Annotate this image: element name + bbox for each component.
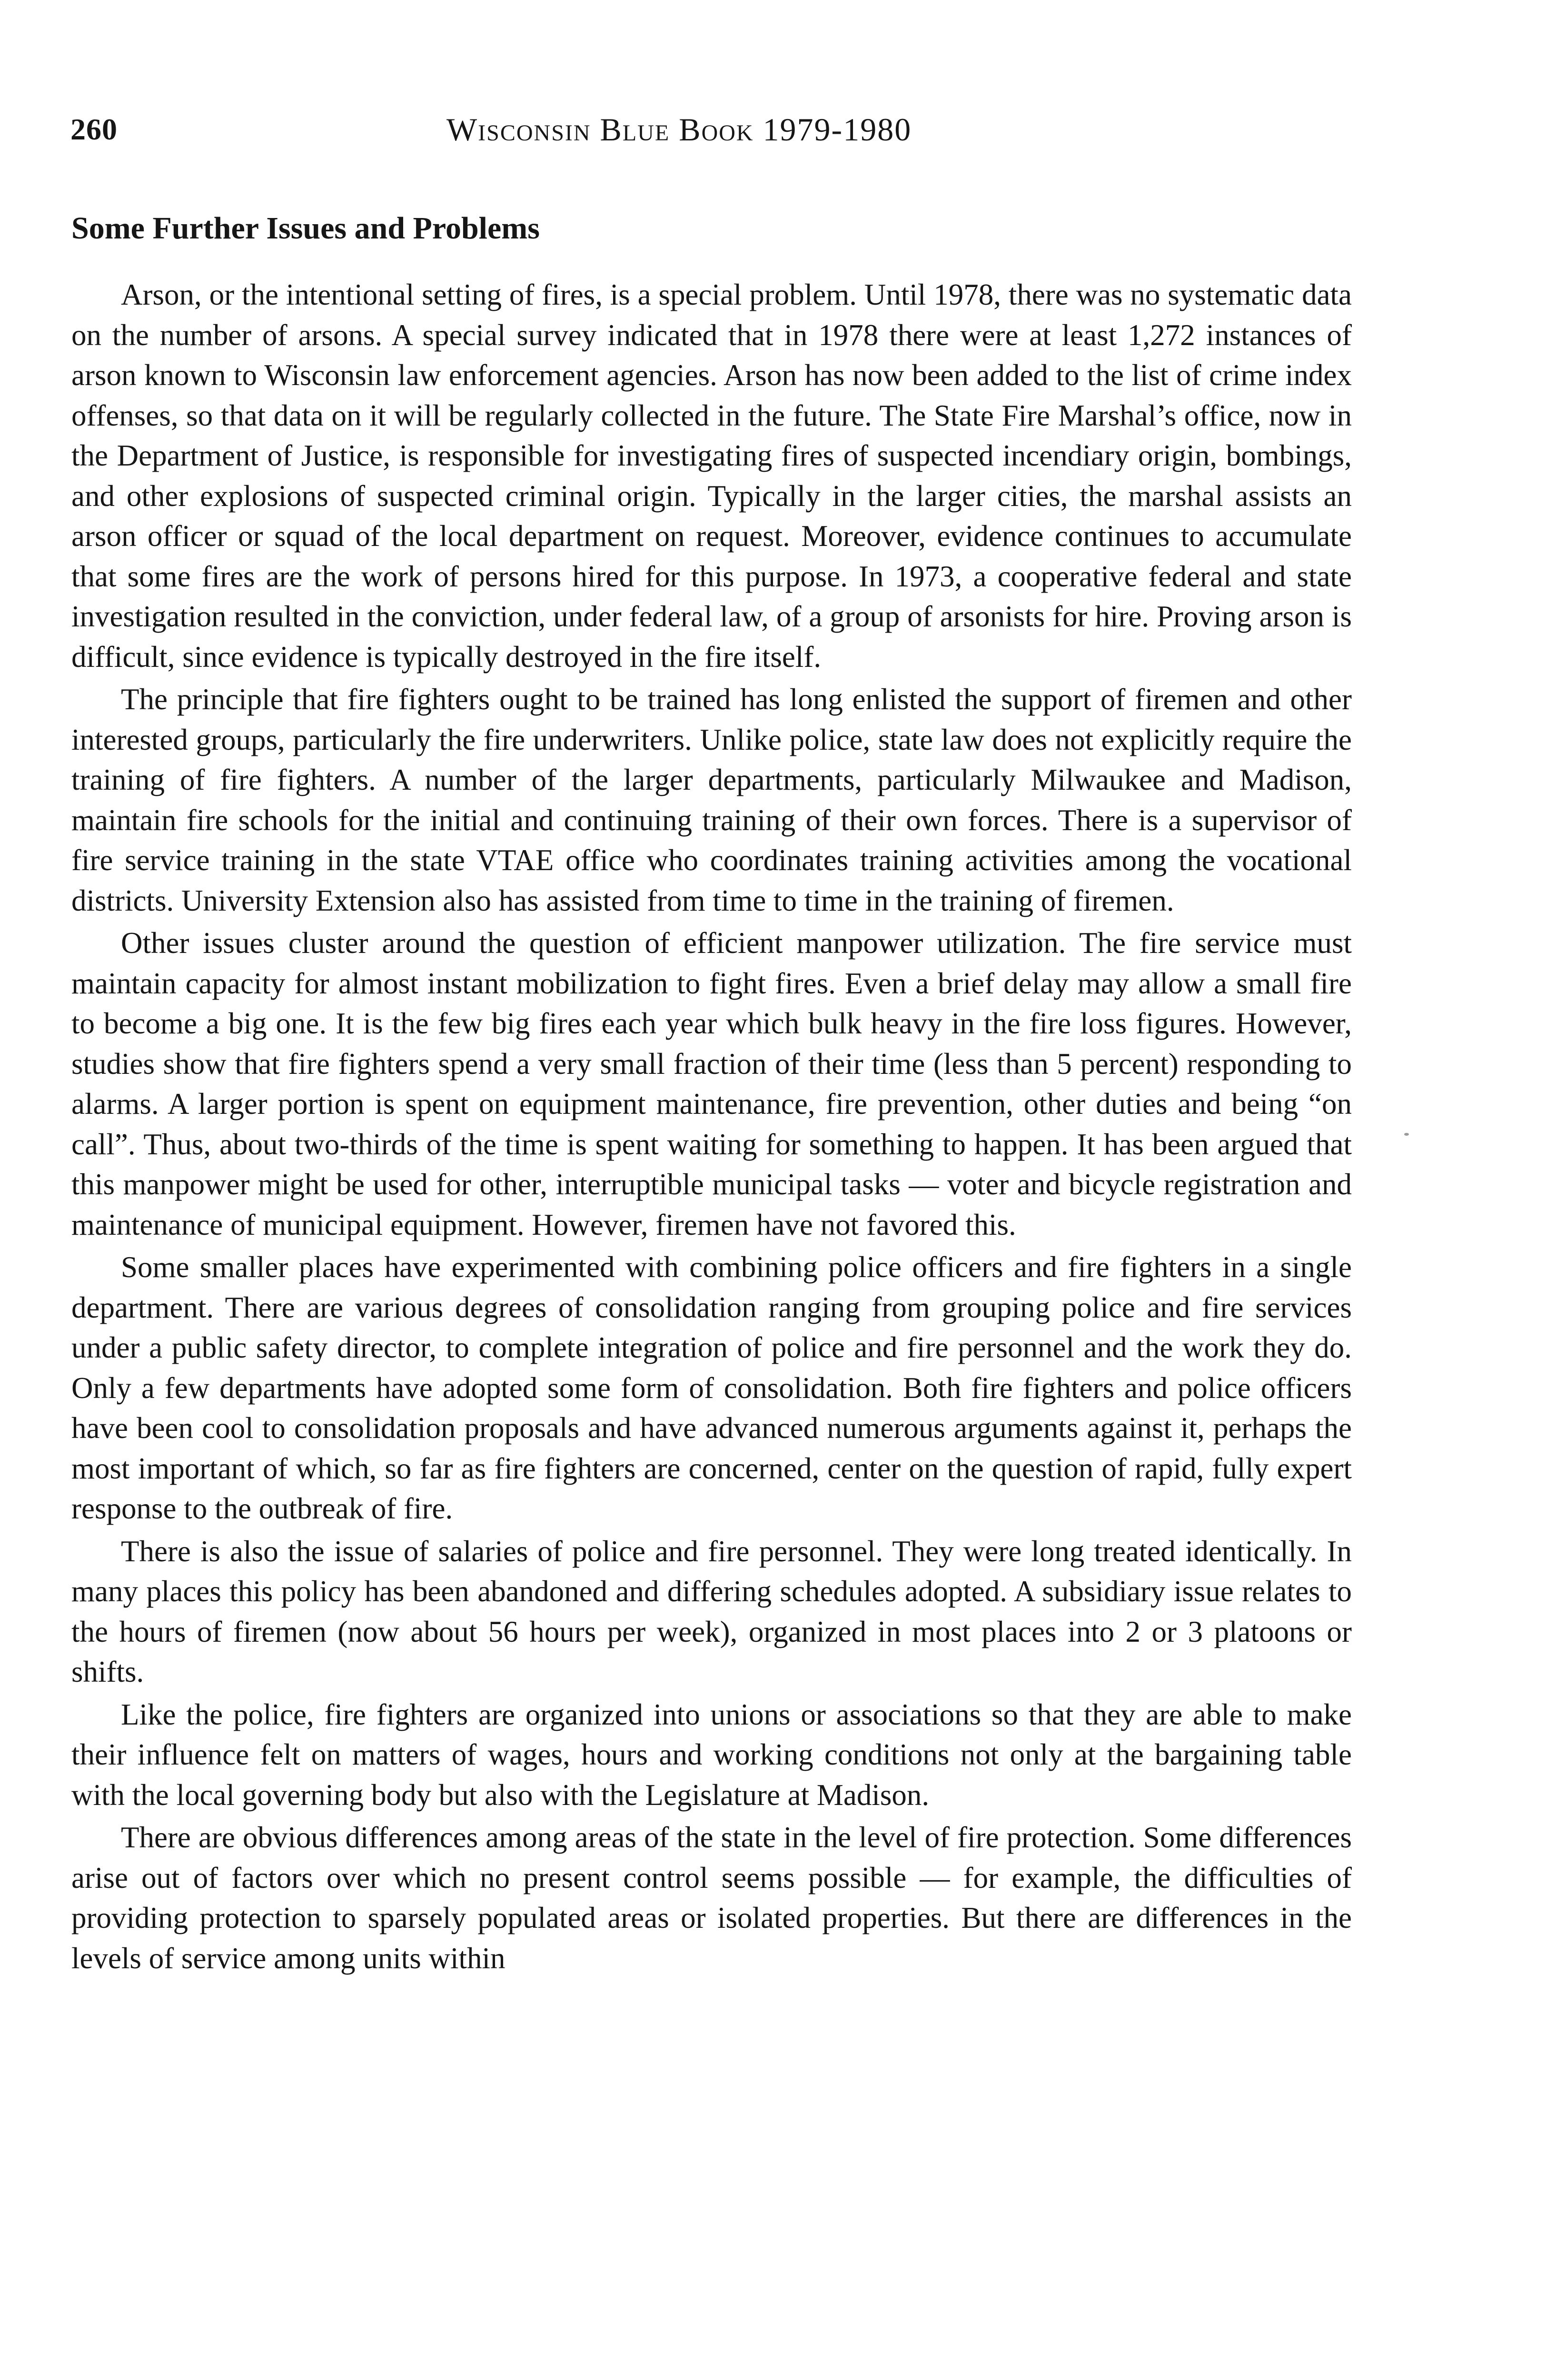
- paragraph-fire-protection-levels: There are obvious differences among areas of the state in the level of fire protection. Some differences arise out of factors over which no present control seems possible — for example, the difficulties of providing protection to sparsely populated areas or isolated properties. But there are differences in the levels of service among units within: [71, 1821, 1352, 1975]
- paragraph-arson: Arson, or the intentional setting of fires, is a special problem. Until 1978, there was no systematic data on the number of arsons. A special survey indicated that in 1978 there were at least 1,272 instances of arson known to Wisconsin law enforcement agencies. Arson has now been added to the list of crime index offenses, so that data on it will be regularly collected in the future. The State Fire Marshal’s office, now in the Department of Justice, is responsible for investigating fires of suspected incendiary origin, bombings, and other explosions of suspected criminal origin. Typically in the larger cities, the marshal assists an arson officer or squad of the local department on request. Moreover, evidence continues to accumulate that some fires are the work of persons hired for this purpose. In 1973, a cooperative federal and state investigation resulted in the conviction, under federal law, of a group of arsonists for hire. Proving arson is difficult, since evidence is typically destroyed in the fire itself.: [71, 278, 1352, 674]
- page-number: 260: [70, 112, 118, 146]
- paragraph-consolidation: Some smaller places have experimented with combining police officers and fire fighters in a single department. There are various degrees of consolidation ranging from grouping police and fire services under a public safety director, to complete integration of police and fire personnel and the work they do. Only a few departments have adopted some form of consolidation. Both fire fighters and police officers have been cool to consolidation proposals and have advanced numerous arguments against it, perhaps the most important of which, so far as fire fighters are concerned, center on the question of rapid, fully expert response to the outbreak of fire.: [71, 1250, 1352, 1525]
- paragraph-training: The principle that fire fighters ought to be trained has long enlisted the support of firemen and other interested groups, particularly the fire underwriters. Unlike police, state law does not explicitly require the training of fire fighters. A number of the larger departments, particularly Milwaukee and Madison, maintain fire schools for the initial and continuing training of their own forces. There is a supervisor of fire service training in the state VTAE office who coordinates training activities among the vocational districts. University Extension also has assisted from time to time in the training of firemen.: [71, 683, 1352, 917]
- paragraph-salaries: There is also the issue of salaries of police and fire personnel. They were long treated identically. In many places this policy has been abandoned and differing schedules adopted. A subsidiary issue relates to the hours of firemen (now about 56 hours per week), organized in most places into 2 or 3 platoons or shifts.: [71, 1534, 1352, 1688]
- running-head: [70, 110, 1356, 149]
- paragraph-manpower: Other issues cluster around the question of efficient manpower utilization. The fire service must maintain capacity for almost instant mobilization to fight fires. Even a brief delay may allow a small fire to become a big one. It is the few big fires each year which bulk heavy in the fire loss figures. However, studies show that fire fighters spend a very small fraction of their time (less than 5 percent) responding to alarms. A larger portion is spent on equipment maintenance, fire prevention, other duties and being “on call”. Thus, about two-thirds of the time is spent waiting for something to happen. It has been argued that this manpower might be used for other, interruptible municipal tasks — voter and bicycle registration and maintenance of municipal equipment. However, firemen have not favored this.: [71, 926, 1352, 1241]
- running-title: Wisconsin Blue Book 1979-1980: [446, 111, 912, 148]
- section-heading: Some Further Issues and Problems: [71, 211, 540, 246]
- paragraph-unions: Like the police, fire fighters are organized into unions or associations so that they are able to make their influence felt on matters of wages, hours and working conditions not only at the bargaining table with the local governing body but also with the Legislature at Madison.: [71, 1697, 1352, 1812]
- scan-speck: [1404, 1133, 1409, 1136]
- body-text: [71, 275, 1352, 1981]
